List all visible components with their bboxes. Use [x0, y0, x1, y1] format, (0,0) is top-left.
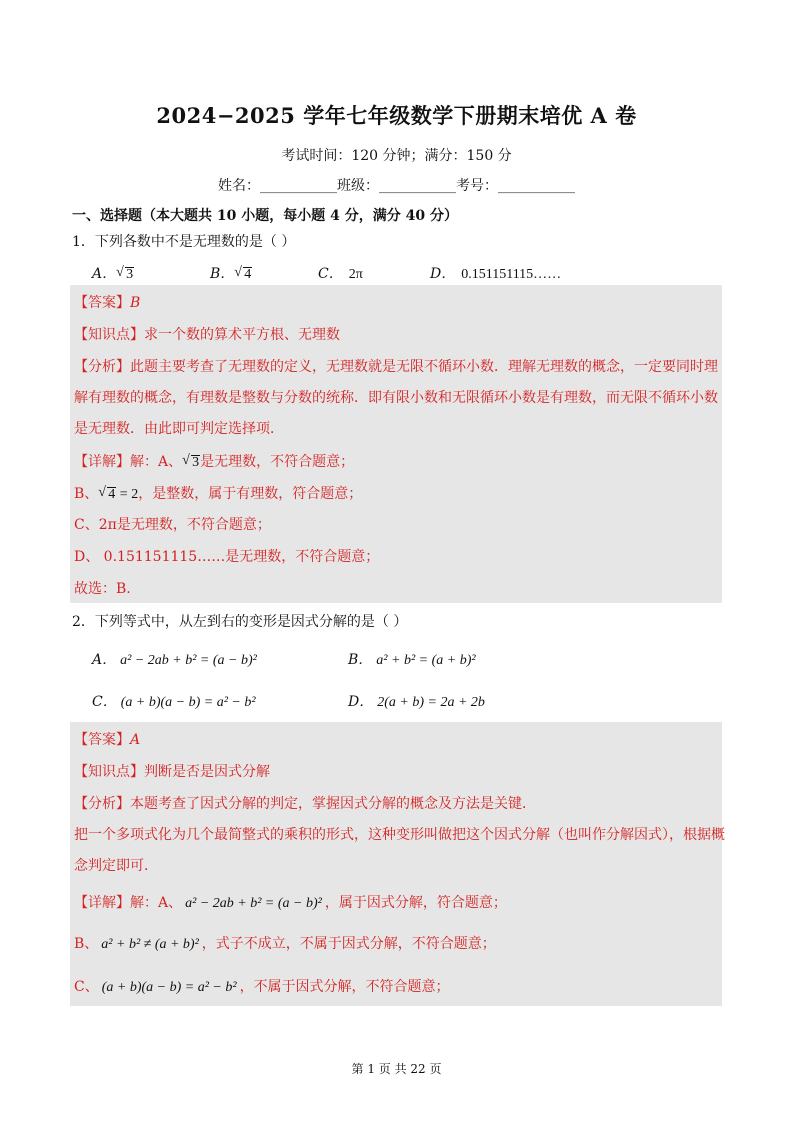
- q2-option-c: C． (a + b)(a − b) = a² − b²: [92, 694, 256, 710]
- q2-detail-line-1: 【详解】解：A、 a² − 2ab + b² = (a − b)² ，属于因式分解，符合题意；: [74, 895, 507, 911]
- q1-detail-line-4: D、 0.151151115……是无理数，不符合题意；: [74, 549, 380, 565]
- q2-analysis-line-1: 【分析】本题考查了因式分解的判定，掌握因式分解的概念及方法是关键．: [74, 796, 536, 812]
- exam-meta: 考试时间：120 分钟；满分：150 分: [281, 148, 512, 164]
- q1-option-c: C． 2π: [318, 266, 363, 282]
- q1-analysis-line-3: 是无理数．由此即可判定选择项．: [74, 421, 284, 437]
- q1-option-a: A．√ 3: [92, 263, 134, 283]
- q2-option-d: D． 2(a + b) = 2a + 2b: [348, 694, 485, 710]
- q1-analysis-line-1: 【分析】此题主要考查了无理数的定义，无理数就是无限不循环小数．理解无理数的概念，一定要同时理: [74, 359, 718, 375]
- q1-detail-line-2: B、√ 4 = 2，是整数，属于有理数，符合题意；: [74, 483, 362, 503]
- q2-analysis-line-3: 念判定即可．: [74, 858, 158, 874]
- q1-detail-line-5: 故选：B.: [74, 581, 131, 597]
- q1-option-d: D． 0.151151115……: [430, 266, 562, 282]
- q2-knowledge-point: 【知识点】判断是否是因式分解: [74, 764, 270, 780]
- student-info: [0, 175, 793, 195]
- q1-analysis-line-2: 解有理数的概念，有理数是整数与分数的统称．即有限小数和无限循环小数是有理数，而无限不循环小数: [74, 390, 718, 406]
- q1-knowledge-point: 【知识点】求一个数的算术平方根、无理数: [74, 327, 340, 343]
- page-footer: 第 1 页 共 22 页: [351, 1062, 442, 1076]
- q2-detail-line-3: C、 (a + b)(a − b) = a² − b² ，不属于因式分解，不符合题意；: [74, 979, 450, 995]
- q2-answer: 【答案】A: [74, 732, 141, 748]
- q2-option-a: A． a² − 2ab + b² = (a − b)²: [92, 652, 257, 668]
- q1-answer: 【答案】B: [74, 295, 141, 311]
- q1-detail-line-1: 【详解】解：A、√ 3是无理数，不符合题意；: [74, 451, 354, 471]
- q2-solution-box: [70, 722, 725, 1006]
- q2-detail-line-2: B、 a² + b² ≠ (a + b)² ，式子不成立，不属于因式分解，不符合题意；: [74, 936, 496, 952]
- section-heading: 一、选择题（本大题共 10 小题，每小题 4 分，满分 40 分）: [72, 208, 458, 224]
- q1-solution-box: [70, 285, 722, 603]
- question-2-stem: 2．下列等式中，从左到右的变形是因式分解的是（ ）: [72, 614, 408, 630]
- q1-detail-line-3: C、2π是无理数，不符合题意；: [74, 517, 271, 533]
- q1-option-b: B．√ 4: [210, 263, 252, 283]
- student-info-text: 姓名：___________班级：___________考号：___________: [218, 178, 575, 194]
- question-1-stem: 1．下列各数中不是无理数的是（ ）: [72, 234, 296, 250]
- q2-option-b: B． a² + b² = (a + b)²: [348, 652, 476, 668]
- page-title: 2024−2025 学年七年级数学下册期末培优 A 卷: [156, 103, 637, 128]
- q2-analysis-line-2: 把一个多项式化为几个最简整式的乘积的形式，这种变形叫做把这个因式分解（也叫作分解因式），根据概: [74, 827, 725, 843]
